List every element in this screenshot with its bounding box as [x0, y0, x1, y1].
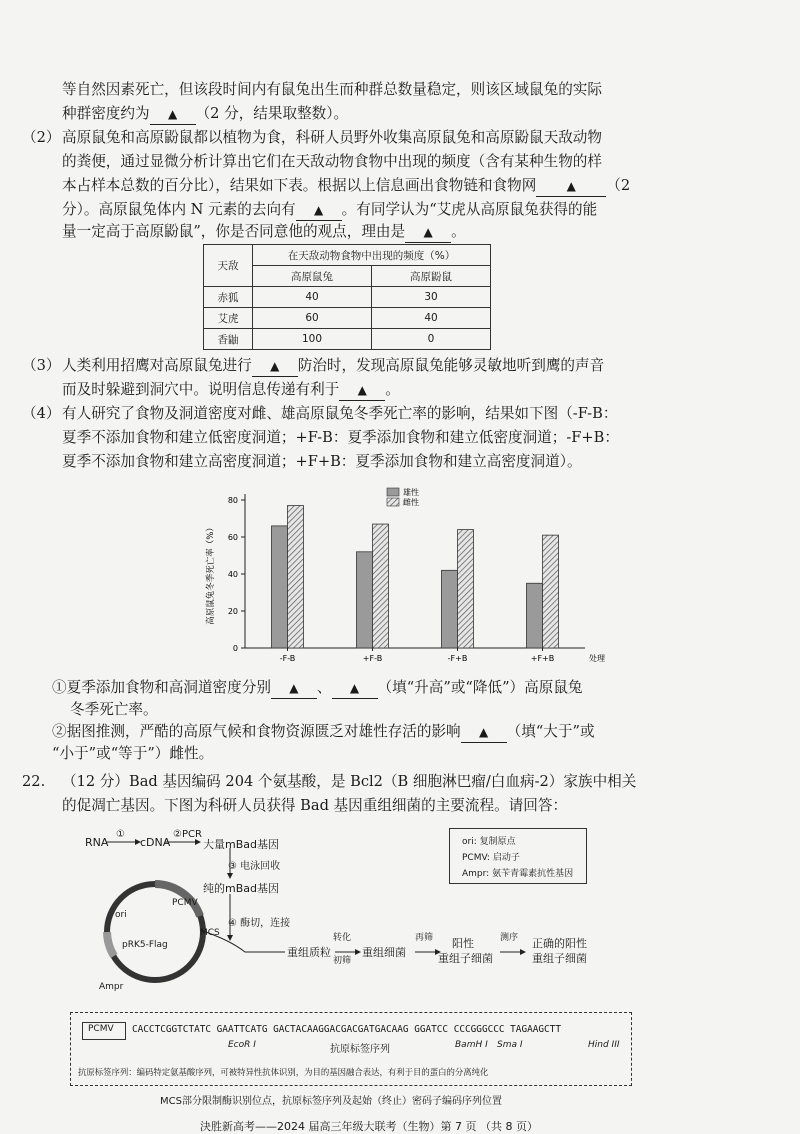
table-row [204, 287, 491, 308]
bar-female--F-B [288, 506, 304, 648]
sub2-line1: ②据图推测，严酷的高原气候和食物资源匮乏对雄性存活的影响 ▲ （填“大于”或 [52, 722, 595, 743]
table-cell: 香鼬 [204, 329, 253, 350]
flow-recomb-plasmid: 重组质粒 [287, 946, 331, 959]
part4-line2: 夏季不添加食物和建立低密度洞道；+F-B：夏季添加食物和建立低密度洞道；-F+B： [62, 429, 619, 446]
flow-ori: ori [115, 910, 127, 920]
legend-label-female: 雌性 [403, 498, 419, 507]
legend-ori: ori: 复制原点 [462, 837, 516, 847]
flow-many-genes: 大量mBad基因 [203, 838, 279, 851]
sub2-line2: “小于”或“等于”）雌性。 [52, 745, 214, 762]
table-header-zokor: 高原鼢鼠 [372, 266, 491, 287]
part2-line1: 高原鼠兔和高原鼢鼠都以植物为食，科研人员野外收集高原鼠兔和高原鼢鼠天敌动物 [62, 129, 602, 146]
y-tick-label: 0 [232, 644, 238, 653]
table-row [204, 329, 491, 350]
page-footer: 決胜新高考——2024 届高三年级大联考（生物）第 7 页 （共 8 页） [200, 1120, 538, 1133]
flow-plasmid-name: pRK5-Flag [122, 940, 168, 950]
flow-mcs: MCS [200, 928, 220, 938]
flow-pure-gene: 纯的mBad基因 [203, 882, 279, 895]
table-cell: 30 [372, 287, 491, 308]
part3-line1: 人类利用招鹰对高原鼠兔进行 ▲ 防治时，发现高原鼠兔能够灵敏地听到鹰的声音 [62, 356, 604, 377]
q22-number: 22. [22, 773, 46, 790]
legend-amp: Ampr: 氨苄青霉素抗性基因 [462, 869, 574, 879]
part4-line1: 有人研究了食物及洞道密度对雌、雄高原鼠兔冬季死亡率的影响，结果如下图（-F-B： [62, 405, 618, 422]
seq-ecori: EcoR I [228, 1040, 256, 1050]
table-cell: 40 [372, 308, 491, 329]
q21-line2: 种群密度约为 ▲ （2 分，结果取整数）。 [62, 104, 348, 125]
flow-correct: 正确的阳性 [532, 937, 587, 950]
x-tick-label: -F+B [447, 654, 468, 663]
legend-swatch-male [387, 488, 399, 496]
y-tick-label: 20 [227, 607, 238, 616]
flow-diagram-graphics [60, 822, 680, 1012]
part2-number: （2） [22, 129, 61, 146]
part2-line2: 的粪便，通过显微分析计算出它们在天敌动物食物中出现的频度（含有某种生物的样 [62, 153, 602, 170]
sub1-line2: 冬季死亡率。 [70, 701, 158, 718]
flow-step3: ③ 电泳回收 [228, 861, 281, 872]
flow-step2: ②PCR [173, 829, 202, 840]
legend-label-male: 雄性 [403, 488, 419, 497]
flow-pcmv: PCMV [172, 898, 198, 908]
table-cell: 60 [253, 308, 372, 329]
x-tick-label: -F-B [279, 654, 296, 663]
seq-smai: Sma I [497, 1040, 523, 1050]
flow-rna: RNA [85, 836, 109, 849]
seq-dna: CACCTCGGTCTATC GAATTCATG GACTACAAGGACGACGATGACAAG GGATCC CCCGGGCCC TAGAAGCTT [132, 1024, 561, 1035]
flow-transform: 转化 [333, 933, 352, 943]
table-header-frequency: 在天敌动物食物中出现的频度（%） [253, 245, 491, 266]
part3-number: （3） [22, 357, 61, 374]
table-cell: 赤狐 [204, 287, 253, 308]
x-axis-label: 处理 [589, 654, 605, 663]
flow-step1: ① [116, 829, 125, 840]
frequency-table [203, 244, 491, 350]
flow-prescreen: 初筛 [333, 956, 352, 966]
legend-pcmv: PCMV: 启动子 [462, 853, 520, 863]
part2-line5: 量一定高于高原鼢鼠”，你是否同意他的观点，理由是 ▲ 。 [62, 222, 466, 243]
flow-step4: ④ 酶切，连接 [228, 918, 291, 929]
flow-amp: Ampr [99, 982, 124, 992]
x-tick-label: +F-B [362, 654, 383, 663]
table-cell: 艾虎 [204, 308, 253, 329]
x-tick-label: +F+B [530, 654, 555, 663]
table-cell: 100 [253, 329, 372, 350]
bar-male--F+B [442, 570, 458, 648]
seq-caption: MCS部分限制酶识别位点，抗原标签序列及起始（终止）密码子编码序列位置 [160, 1096, 502, 1107]
part4-line3: 夏季不添加食物和建立高密度洞道；+F+B：夏季添加食物和建立高密度洞道）。 [62, 453, 582, 470]
part3-line2: 而及时躲避到洞穴中。说明信息传递有利于 ▲ 。 [62, 380, 400, 401]
q21-line1: 等自然因素死亡，但该段时间内有鼠兔出生而种群总数量稳定，则该区域鼠兔的实际 [62, 81, 602, 98]
bar-female--F+B [458, 530, 474, 648]
flow-correct-bacteria: 重组子细菌 [532, 952, 587, 965]
part4-number: （4） [22, 405, 61, 422]
flow-cdna: cDNA [140, 836, 171, 849]
seq-tag: 抗原标签序列 [330, 1044, 390, 1055]
q22-line2: 的促凋亡基因。下图为科研人员获得 Bad 基因重组细菌的主要流程。请回答： [62, 797, 568, 814]
table-cell: 0 [372, 329, 491, 350]
q22-line1: （12 分）Bad 基因编码 204 个氨基酸，是 Bcl2（B 细胞淋巴瘤/白血病-2）家族中相关 [62, 773, 637, 790]
legend-swatch-female [387, 498, 399, 506]
flow-rescreen: 再筛 [415, 933, 434, 943]
y-tick-label: 40 [227, 570, 238, 579]
bar-female-+F+B [543, 535, 559, 648]
table-row [204, 308, 491, 329]
bar-male-+F+B [527, 583, 543, 648]
bar-male--F-B [272, 526, 288, 648]
seq-hindiii: Hind III [588, 1040, 620, 1050]
bar-female-+F-B [373, 524, 389, 648]
y-axis-label: 高原鼠兔冬季死亡率（%） [206, 523, 216, 625]
seq-bamhi: BamH I [455, 1040, 488, 1050]
flow-recomb-bacteria: 重组细菌 [362, 946, 406, 959]
flow-sequencing: 测序 [500, 933, 519, 943]
table-cell: 40 [253, 287, 372, 308]
mortality-bar-chart [195, 480, 645, 670]
table-header-predator: 天敌 [204, 245, 253, 287]
y-tick-label: 60 [227, 533, 238, 542]
bar-male-+F-B [357, 552, 373, 648]
y-tick-label: 80 [227, 496, 238, 505]
flow-positive: 阳性 [452, 937, 474, 950]
flow-positive-bacteria: 重组子细菌 [438, 952, 493, 965]
table-header-pika: 高原鼠兔 [253, 266, 372, 287]
sub1-line1: ①夏季添加食物和高洞道密度分别 ▲ 、 ▲ （填“升高”或“降低”）高原鼠兔 [52, 678, 583, 699]
part2-line4: 分）。高原鼠兔体内 N 元素的去向有 ▲ 。有同学认为“艾虎从高原鼠兔获得的能 [62, 200, 597, 221]
part2-line3: 本占样本总数的百分比），结果如下表。根据以上信息画出食物链和食物网 ▲ （2 [62, 176, 630, 197]
seq-promoter: PCMV [88, 1024, 114, 1034]
seq-note: 抗原标签序列：编码特定氨基酸序列，可被特异性抗体识别，为目的基因融合表达，有利于目的蛋白的分离纯化 [78, 1067, 489, 1077]
